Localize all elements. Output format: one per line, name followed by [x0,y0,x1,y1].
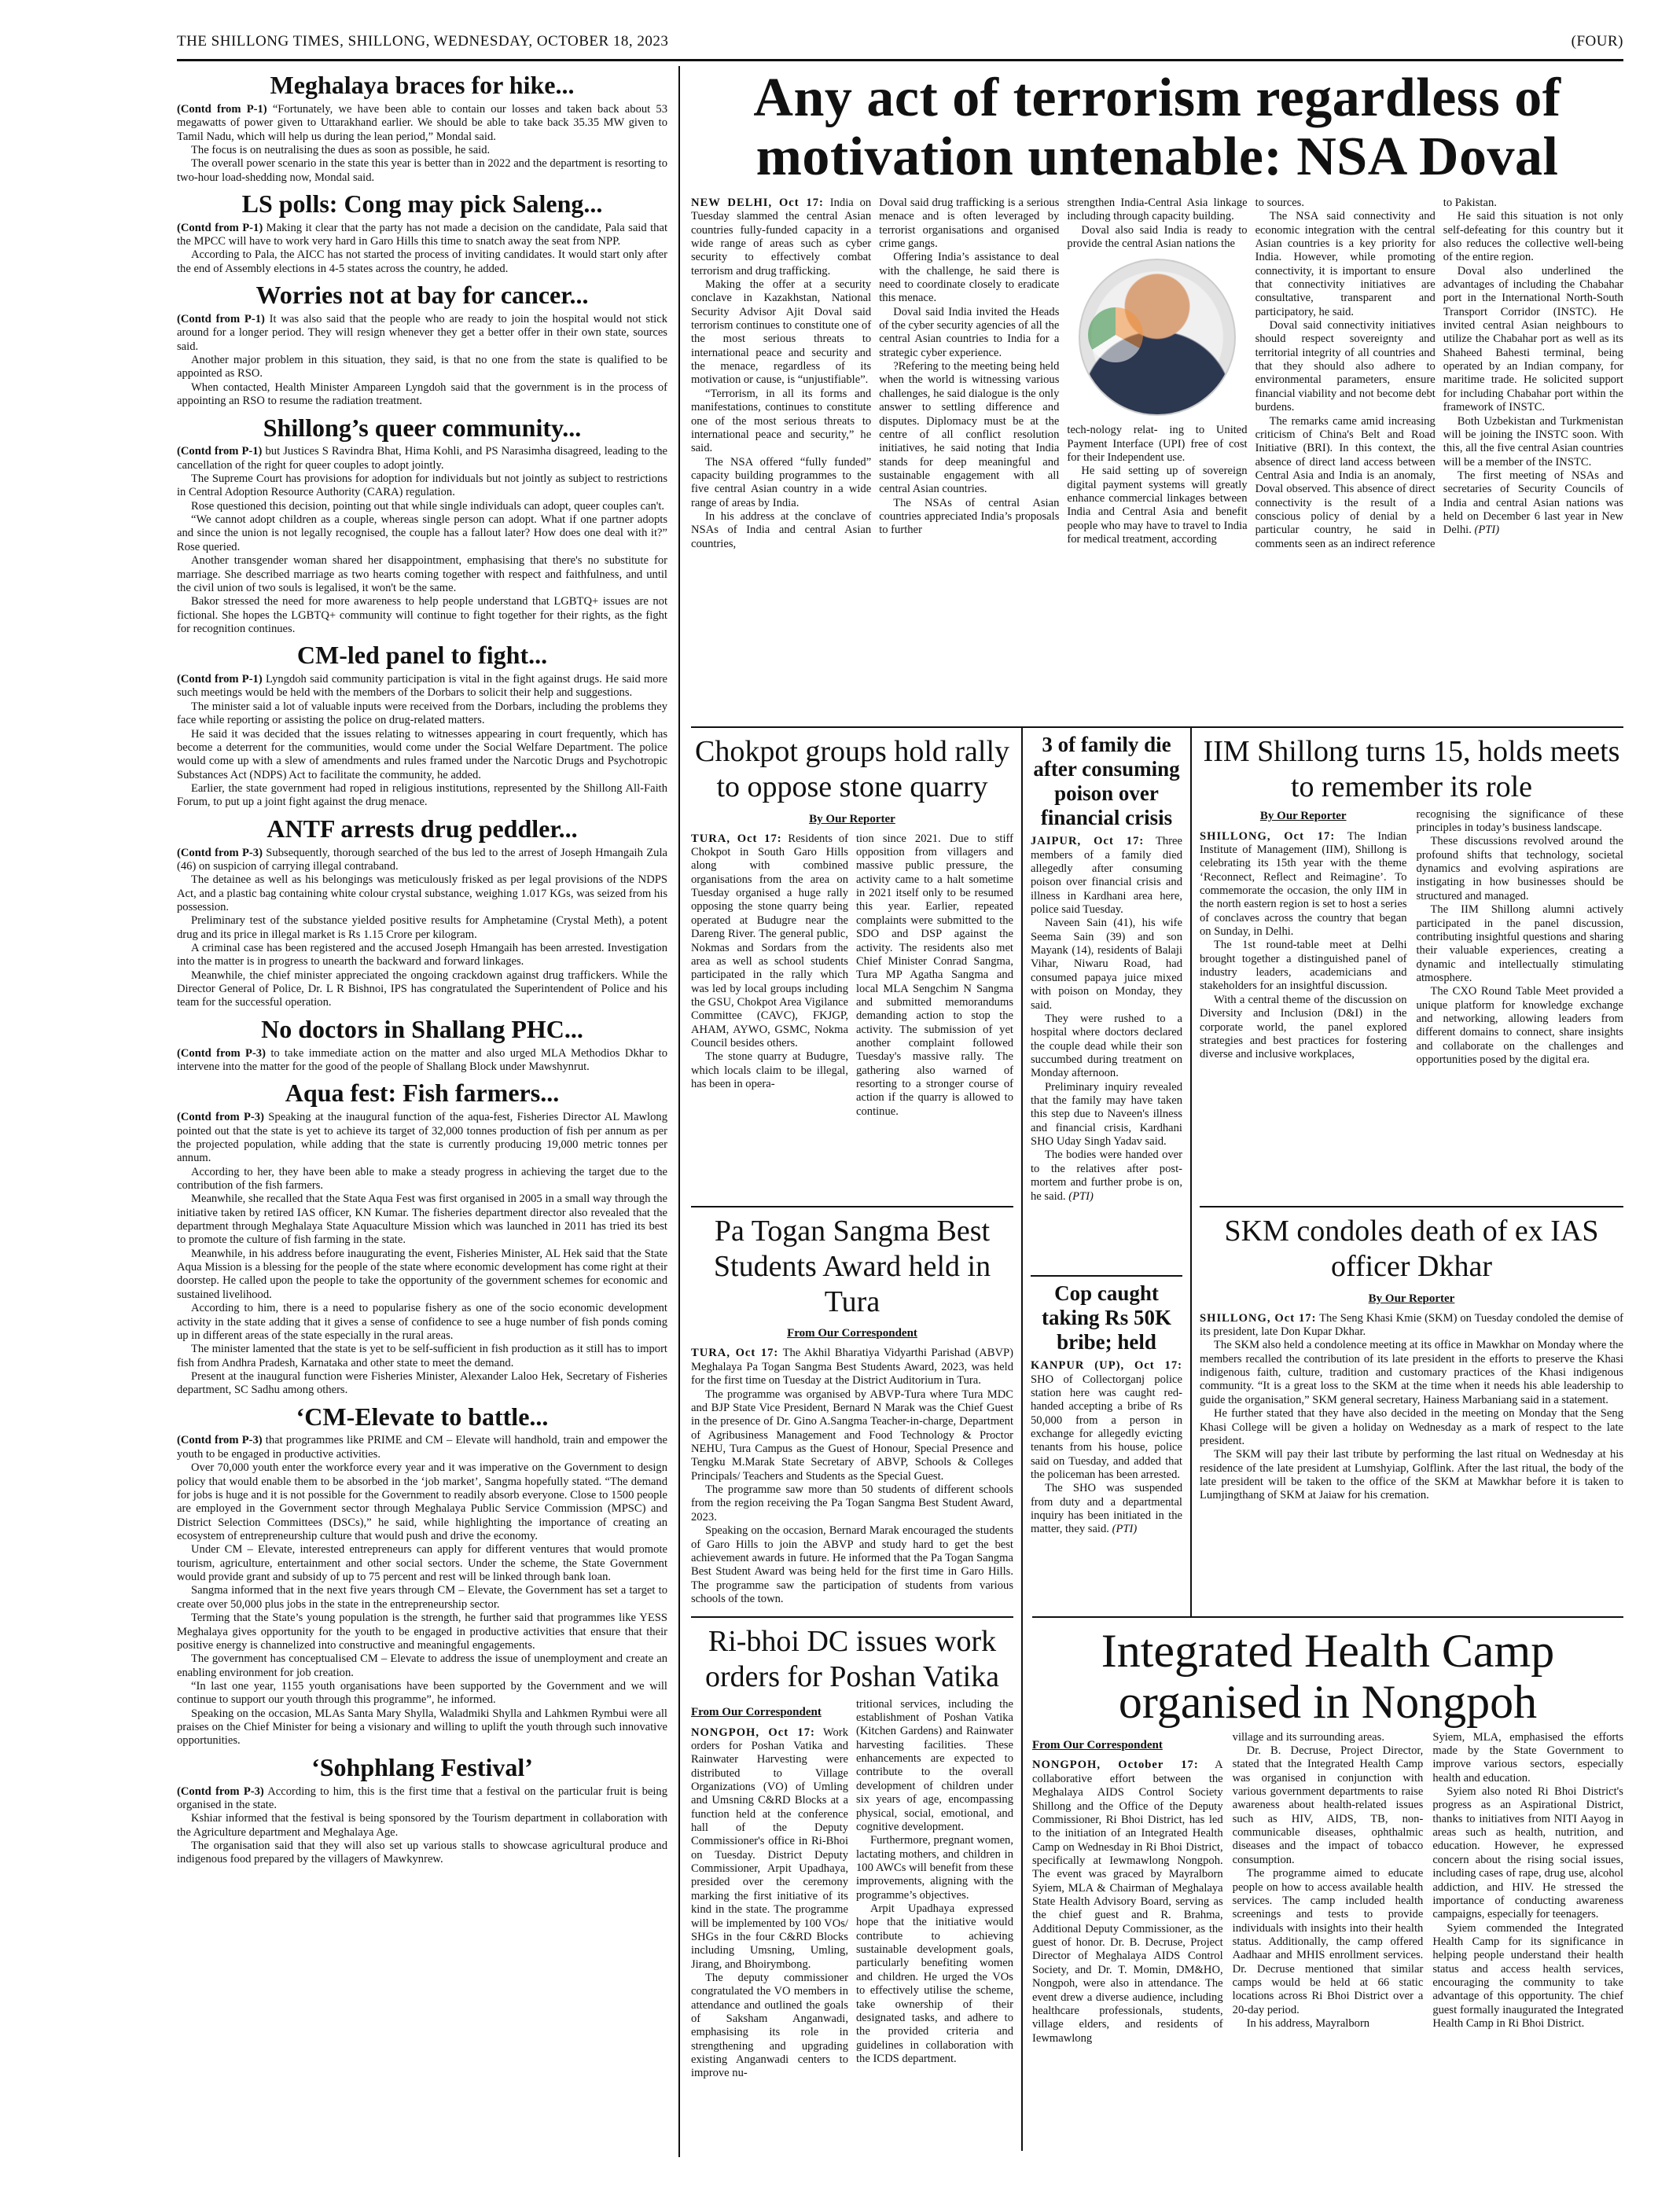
left-story-body: (Contd from P-3) to take immediate action on the matter and also urged MLA Methodios Dkhar to intervene into the matter for the good of the people of Shallang Block under Mawshynrut. [177,1046,668,1073]
lead-col-3: strengthen India-Central Asia linkage including through capacity building. Doval also said India is ready to provide the central Asian nations the tech-nology relat- ing to United Payment Interface (UPI) free of cost for their Independent use. He said setting up of sovereign digital payment systems will greatly enhance commercial linkages between India and Central Asia and benefit people who may have to travel to India for medical treatment, according [1067,196,1248,546]
nsa-doval-portrait [1079,259,1236,416]
lead-credit: (PTI) [1474,524,1500,537]
left-story-body: (Contd from P-1) Making it clear that the party has not made a decision on the candidate, Pala said that the MPCC will have to work very hard in Garo Hills this time to snatch away the seat from NPP. According to Pala, the AICC has not started the process of inviting candidates. It would start only after the end of Assembly elections in 4-5 states across the country, he added. [177,221,668,275]
left-story-body: (Contd from P-1) Lyngdoh said community participation is vital in the fight against drugs. He said more such meetings would be held with the members of the Dorbars to solicit their help and suggestions. The minister said a lot of valuable inputs were received from the Dorbars, including the problems they face while reporting or assisting the police on drug-related matters. He said it was decided that the issues relating to witnesses appearing in court frequently, which has become a deterrent for the communities, would come under the Social Welfare Department. The police would come up with a slew of amendments and rules framed under the Narcotic Drugs and Psychotropic Substances Act (NDPS) Act to facilitate the community, he added. Earlier, the state government had roped in religious institutions, represented by the Shillong All-Faith Forum, to put up a joint fight against the drug menace. [177,673,667,809]
ribhoi-story: Ri-bhoi DC issues work orders for Poshan Vatika From Our Correspondent NONGPOH, Oct 17: Work orders for Poshan Vatika and Rainwater Harvesting were distributed to Village Organizations (VO) of Umling and Umsning C&RD Blocks at a function held at the conference hall of the Deputy Commissioner's office in Ri-Bhoi on Tuesday. District Deputy Commissioner, Arpit Upadhaya, presided over the ceremony marking the first initiative of its kind in the state. The programme will be implemented by 100 VOs/ SHGs in the four C&RD Blocks including Umsning, Umling, Jirang, and Bhoirymbong. The deputy commissioner congratulated the VO members in attendance and outlined the goals of Saksham Anganwadi, emphasising its role in strengthening and upgrading existing Anganwadi centers to improve nu- tritional services, including the establishment of Poshan Vatika (Kitchen Gardens) and Rainwater harvesting facilities. These enhancements are expected to contribute to the overall development of children under six years of age, encompassing physical, social, emotional, and cognitive development. Furthermore, pregnant women, lactating mothers, and children in 100 AWCs will benefit from these improvements, aligning with the programme’s objectives. Arpit Upadhaya expressed hope that the initiative would contribute to achieving sustainable development goals, particularly benefiting women and children. He urged the VOs to effectively utilise the scheme, take ownership of their designated tasks, and adhere to the provided criteria and guidelines in collaboration with the ICDS department. [691,1616,1021,2151]
ribhoi-headline: Ri-bhoi DC issues work orders for Poshan Vatika [705,1625,999,1693]
chokpot-byline: By Our Reporter [809,812,895,825]
left-story-body: (Contd from P-3) Speaking at the inaugural function of the aqua-fest, Fisheries Director AL Mawlong pointed out that the state is yet to achieve its target of 32,000 tonnes production of fish per annum as per the projected population, while adding that the state is currently producing 19,000 metric tonnes per annum. According to her, they have been able to make a steady progress in achieving the target due to the contribution of the fish farmers. Meanwhile, she recalled that the State Aqua Fest was first organised in 2005 in a small way through the initiative taken by retired IAS officer, KN Kumar. The fisheries department director also revealed that the department through Meghalaya State Aquaculture Mission which was launched in 2011 has tried its best to promote the culture of fish farming in the state. Meanwhile, in his address before inaugurating the event, Fisheries Minister, AL Hek said that the State Aqua Mission is a blessing for the people of the state where economic development has come right at their doorstep. He called upon the people to take the opportunity of the government schemes for economic and sustained livelihood. According to him, there is a need to popularise fishery as one of the socio economic development activity in the state adding that it gives a sense of confidence to see a huge number of fish ponds coming up in different areas of the state especially in the rural areas. The minister lamented that the state is yet to be self-sufficient in fish production as it still has to import fish from Andhra Pradesh, Karnataka and other state to meet the demand. Present at the inaugural function were Fisheries Minister, Alexander Laloo Hek, Secretary of Fisheries department, SC Sadhu among others. [177,1111,667,1397]
family-headline: 3 of family die after consuming poison over financial crisis [1033,733,1180,830]
health-byline: From Our Correspondent [1032,1738,1163,1751]
left-story-headline: ‘Sohphlang Festival’ [311,1752,533,1781]
left-story-headline: CM-led panel to fight... [296,641,548,670]
middle-narrow-stack [1021,728,1190,1616]
left-story-headline: Meghalaya braces for hike... [270,71,575,99]
lead-col-1: NEW DELHI, Oct 17: India on Tuesday slammed the central Asian countries fully-funded capacity in a wide range of areas such as cyber security to effectively combat terrorism and drug trafficking. Making the offer at a security conclave in Kazakhstan, National Security Advisor Ajit Doval said terrorism continues to constitute one of the most serious threats to international peace and security and the menace, regardless of its motivation or cause, is “unjustifiable”. “Terrorism, in all its forms and manifestations, continues to constitute one of the most serious threats to international peace and security,” he said. The NSA offered “fully funded” capacity building programmes to the five central Asian country in a wide range of areas by India. In his address at the conclave of NSAs of India and central Asian countries, [691,196,872,550]
cop-headline: Cop caught taking Rs 50K bribe; held [1041,1281,1172,1354]
iim-byline: By Our Reporter [1259,809,1347,822]
left-story-body: (Contd from P-1) It was also said that the people who are ready to join the hospital would not stick around for a longer period. They will resign whenever they get a better offer in their own state, sources said. Another major problem in this situation, they said, is that no one from the state is qualified to be appointed as RSO. When contacted, Health Minister Ampareen Lyngdoh said that the government is in the process of appointing an RSO to resume the radiation treatment. [177,312,667,408]
lead-headline: Any act of terrorism regardless of motivation untenable: NSA Doval [753,68,1561,187]
middle-left-stack [691,728,1021,1616]
continued-stories-column [177,66,680,2157]
left-story-headline: No doctors in Shallang PHC... [261,1014,583,1043]
ribhoi-byline: From Our Correspondent [691,1705,822,1718]
lead-story [691,69,1623,726]
main-stories-area [680,66,1623,2157]
running-header [177,33,1623,61]
lead-col-4: to sources. The NSA said connectivity and economic integration with the central Asian countries is a key priority for India. However, while promoting connectivity, it is important to ensure that connectivity initiatives are consultative, transparent and participatory, he said. Doval said connectivity initiatives should respect sovereignty and territorial integrity of all countries and that they should also adhere to environmental parameters, ensure financial viability and not become debt burdens. The remarks came amid increasing criticism of China's Belt and Road Initiative (BRI). In this context, the absence of direct land access between Central Asia and India is an anomaly, Doval observed. This absence of direct connectivity is the result of a conscious policy of denial by a particular country, he said in comments seen as an indirect reference [1255,196,1436,550]
left-story-headline: Worries not at bay for cancer... [255,281,589,310]
left-story-body: (Contd from P-3) that programmes like PRIME and CM – Elevate will handhold, train and empower the youth to be engaged in productive activities. Over 70,000 youth enter the workforce every year and it was imperative on the Government to design policy that would enable them to be absorbed in the ‘job market’, Sangma hopefully stated. “The demand for jobs is huge and it is not possible for the Government to readily absorb everyone. Close to 1500 people are employed in the Government sector through Meghalaya Public Service Commission (MPSC) and District Selection Committees (DSCs),” he said, while highlighting the importance of creating an ecosystem of entrepreneurship culture that would push and drive the economy. Under CM – Elevate, interested entrepreneurs can apply for different ventures that would promote tourism, agriculture, entertainment and other social sectors. Under the scheme, the State Government would provide grant and subsidy of up to 75 percent and rest will be linked through bank loan. Sangma informed that in the next five years through CM – Elevate, the Government has set a target to create over 50,000 plus jobs in the state in the entrepreneurship sector. Terming that the State’s young population is the strength, he further said that programmes like YESS Meghalaya gives opportunity for the youth to be engaged in productive activities that ensure that their positive energy is channelized into constructive and meaningful engagements. The government has conceptualised CM – Elevate to address the issue of unemployment and create an enabling environment for job creation. “In last one year, 1155 youth organisations have been supported by the Government and we will continue to support our youth through this programme”, he informed. Speaking on the occasion, MLAs Santa Mary Shylla, Waladmiki Shylla and Lahkmen Rymbui were all praises on the Chief Minister for being a visionary and willing to uplift the youth through such innovative opportunities. [177,1434,667,1748]
togan-byline: From Our Correspondent [787,1327,917,1340]
skm-story: SKM condoles death of ex IAS officer Dkhar By Our Reporter SHILLONG, Oct 17: The Seng Khasi Kmie (SKM) on Tuesday condoled the demise of its president, late Don Kupar Dkhar. The SKM also held a condolence meeting at its office in Mawkhar on Monday where the members recalled the contribution of its late president in the efforts to preserve the Khasi indigenous faith, culture, tradition and customary practices of the Khasi indigenous community. “It is a great loss to the SKM at the time when it needs his able leadership to guide the organisation,” SKM general secretary, Hainess Marbaniang said in a statement. He further stated that they have also decided in the meeting on Monday that the Seng Khasi College will be given a holiday on Wednesday as a mark of respect to the late president. The SKM will pay their last tribute by performing the last ritual on Wednesday at his residence of the late president at Lumshyiap, Golflink. After the last ritual, the body of the late president will be taken to the office of the SKM at Mawkhar before it is taken to Lumjingthang of SKM at Jaiaw for his cremation. [1200,1215,1623,1502]
iim-story: IIM Shillong turns 15, holds meets to remember its role By Our Reporter SHILLONG, Oct 17: The Indian Institute of Management (IIM), Shillong is celebrating its 15th year with the theme ‘Reconnect, Reflect and Reimagine’. To commemorate the occasion, the only IIM in the north eastern region is set to host a series of conclaves across the country that began on Sunday, in Delhi. The 1st round-table meet at Delhi brought together a distinguished panel of industry leaders, academicians and stakeholders for an insightful discussion. With a central theme of the discussion on Diversity and Inclusion (D&I) in the corporate world, the panel explored strategies and best practices for fostering diverse and inclusive workplaces, recognising the significance of these principles in today’s business landscape. These discussions revolved around the profound shifts that technology, societal dynamics and evolving aspirations are instigating in how businesses should be structured and managed. The IIM Shillong alumni actively participated in the panel discussion, contributing insightful questions and sharing their valuable experiences, creating a dynamic and intellectually stimulating atmosphere. The CXO Round Table Meet provided a unique platform for knowledge exchange and networking, allowing leaders from different domains to connect, share insights and collaborate on the challenges and opportunities posed by the digital era. [1200,735,1623,1067]
left-story-body: (Contd from P-1) but Justices S Ravindra Bhat, Hima Kohli, and PS Narasimha disagreed, leading to the cancellation of the right for queer couples to adopt jointly. The Supreme Court has provisions for adoption for individuals but not jointly as subject to restrictions in Central Adoption Resource Authority (CARA) regulation. Rose questioned this decision, pointing out that while single individuals can adopt, queer couples can't. “We cannot adopt children as a couple, whereas single person can adopt. What if one partner adopts and since the union is not legally recognised, the couple has a fallout later? How does one deal with it?” Rose queried. Another transgender woman shared her disappointment, emphasising that there's no substitute for marriage. She described marriage as two hearts coming together with respect and faithfulness, and until the civil union of two souls is legalised, it won't be the same. Bakor stressed the need for more awareness to help people understand that LGBTQ+ issues are not fictional. She hopes the LGBTQ+ community will continue to fight together for their rights, as the fight for recognition continues. [177,445,667,635]
left-story-headline: ANTF arrests drug peddler... [267,814,578,843]
skm-headline: SKM condoles death of ex IAS officer Dkhar [1224,1215,1599,1283]
left-story-body: (Contd from P-3) Subsequently, thorough searched of the bus led to the arrest of Joseph Hmangaih Zula (46) on suspicion of carrying illegal contraband. The detainee as well as his belongings was meticulously frisked as per legal provisions of the NDPS Act, and a plastic bag containing white colour crystal substance, weighing 1.017 KGs, was seized from his possession. Preliminary test of the substance yielded positive results for Amphetamine (Crystal Meth), a potent drug and its price in illegal market is Rs 1.15 Crore per kilogram. A criminal case has been registered and the accused Joseph Hmangaih has been arrested. Investigation into the matter is in progress to unearth the backward and forward linkages. Meanwhile, the chief minister appreciated the ongoing crackdown against drug traffickers. While the Director General of Police, Dr. L R Bishnoi, IPS has congratulated the Superintendent of Police and his team for the successful operation. [177,846,667,1009]
togan-headline: Pa Togan Sangma Best Students Award held in Tura [713,1215,991,1318]
chokpot-headline: Chokpot groups hold rally to oppose stone quarry [694,735,1010,803]
left-story-headline: Shillong’s queer community... [263,413,582,442]
header-page-number: (FOUR) [1571,33,1623,50]
family-story: 3 of family die after consuming poison over financial crisis JAIPUR, Oct 17: Three members of a family died allegedly after consuming poison over financial crisis and illness in Kardhani area here, police said Tuesday. Naveen Sain (41), his wife Seema Sain (39) and son Mayank (14), residents of Balaji Vihar, Niwaru Road, had consumed papaya juice mixed with poison on Monday, they said. They were rushed to a hospital where doctors declared the couple dead while their son succumbed during treatment on Monday afternoon. Preliminary inquiry revealed that the family may have taken this step due to Naveen's illness and financial crisis, Kardhani SHO Uday Singh Yadav said. The bodies were handed over to the relatives after post-mortem and further probe is on, he said. (PTI) [1031,733,1182,1203]
left-story-body: (Contd from P-1) “Fortunately, we have been able to contain our losses and taken back about 53 megawatts of power given to Uttarakhand earlier. We should be able to take back 35.35 MW given to Tamil Nadu, which will help us during the lean period,” Mondal said. The focus is on neutralising the dues as soon as possible, he said. The overall power scenario in the state this year is better than in 2022 and the department is resorting to two-hour load-shedding now, Mondal said. [177,102,667,184]
lead-col-2: Doval said drug trafficking is a serious menace and is often leveraged by terrorist organisations and organised crime gangs. Offering India’s assistance to deal with the challenge, he said there is need to coordinate closely to eradicate this menace. Doval said India invited the Heads of the cyber security agencies of all the central Asian countries to India for a strategic cyber experience. ?Refering to the meeting being held when the world is witnessing various challenges, he said dialogue is the only answer to settling difference and disputes. Diplomacy must be at the centre of all conflict resolution initiatives, he said noting that India stands for deep meaningful and sustainable engagement with all central Asian countries. The NSAs of central Asian countries appreciated India’s proposals to further [879,196,1060,537]
lead-col-5: to Pakistan. He said this situation is not only self-defeating for this country but it also reduces the collective well-being of the entire region. Doval also underlined the advantages of including the Chabahar port in the International North-South Transport Corridor (INSTC). He invited central Asian neighbours to utilize the Chabahar port as well as its Shaheed Bahesti terminal, being operated by an Indian company, for maritime trade. He solicited support for including Chabahar port within the framework of INSTC. Both Uzbekistan and Turkmenistan will be joining the INSTC soon. With this, all the five central Asian countries will be a member of the INSTC. The first meeting of NSAs and secretaries of Security Councils of India and central Asian nations was held on December 6 last year in New Delhi. (PTI) [1443,196,1623,537]
left-story-headline: ‘CM-Elevate to battle... [296,1402,549,1431]
left-story-headline: LS polls: Cong may pick Saleng... [241,189,603,218]
cop-story: Cop caught taking Rs 50K bribe; held KANPUR (UP), Oct 17: SHO of Collectorganj police station here was caught red-handed accepting a bribe of Rs 50,000 from a person in exchange for allegedly evicting tenants from his house, police said on Tuesday, and added that the policeman has been arrested. The SHO was suspended from duty and a departmental inquiry has been initiated in the matter, they said. (PTI) [1031,1281,1182,1536]
health-headline: Integrated Health Camp organised in Nongpoh [1101,1625,1555,1728]
health-story: Integrated Health Camp organised in Nongpoh From Our Correspondent NONGPOH, October 17: A collaborative effort between the Meghalaya AIDS Control Society Shillong and the Office of the Deputy Commissioner, Ri Bhoi District, has led to the initiation of an Integrated Health Camp on Wednesday in Ri Bhoi District, specifically at Iewmawlong Nongpoh. The event was graced by Mayralborn Syiem, MLA & Chairman of Meghalaya State Health Advisory Board, serving as the chief guest and R. Brahma, Additional Deputy Commissioner, as the guest of honor. Dr. B. Decruse, Project Director of Meghalaya AIDS Control Society, and Dr. T. Momin, DM&HO, Nongpoh, were also in attendance. The event drew a diverse audience, including healthcare professionals, students, village elders, and residents of Iewmawlong village and its surrounding areas. Dr. B. Decruse, Project Director, stated that the Integrated Health Camp was organised in conjunction with various government departments to raise awareness about health-related issues such as HIV, AIDS, TB, non-communicable diseases, ophthalmic diseases and the impact of tobacco consumption. The programme aimed to educate people on how to access available health services. The camp included health screenings and tests to provide individuals with insights into their health status. Additionally, the camp offered Aadhaar and MHIS enrollment services. Dr. Decruse mentioned that similar camps would be held at 66 static locations across Ri Bhoi District over a 20-day period. In his address, Mayralborn Syiem, MLA, emphasised the efforts made by the State Government to improve various sectors, especially health and education. Syiem also noted Ri Bhoi District's progress as an Aspirational District, thanks to initiatives from NITI Aayog in areas such as health, nutrition, and education. However, he expressed concern about the rising social issues, including cases of rape, drug use, alcohol addiction, and HIV. He stressed the importance of conducting awareness campaigns, especially for teenagers. Syiem commended the Integrated Health Camp for its significance in helping people understand their health status and access health services, encouraging the community to take advantage of this opportunity. The chief guest formally inaugurated the Integrated Health Camp in Ri Bhoi District. [1021,1616,1623,2151]
left-story-headline: Aqua fest: Fish farmers... [285,1079,560,1108]
lead-dateline: NEW DELHI, Oct 17: [691,196,824,209]
skm-byline: By Our Reporter [1368,1292,1455,1305]
left-story-body: (Contd from P-3) According to him, this is the first time that a festival on the particular fruit is being organised in the state. Kshiar informed that the festival is being sponsored by the Tourism department in collaboration with the Agriculture department and Meghalaya Age. The organisation said that they will also set up various stalls to showcase agricultural produce and indigenous food prepared by the villagers of Mawkynrew. [177,1785,667,1866]
middle-right-stack [1190,728,1623,1616]
togan-story: Pa Togan Sangma Best Students Award held in Tura From Our Correspondent TURA, Oct 17: The Akhil Bharatiya Vidyarthi Parishad (ABVP) Meghalaya Pa Togan Sangma Best Students Award, 2023, was held for the first time on Tuesday at the District Auditorium in Tura. The programme was organised by ABVP-Tura where Tura MDC and BJP State Vice President, Bernard N Marak was the Chief Guest in the presence of Dr. Gino A.Sangma Teacher-in-charge, Department of Agribusiness Management and Food Technology & Proctor NEHU, Tura Campus as the Guest of Honour, Special Presence and Tengku M.Marak State Secretary of ABVP, Schools & Colleges Principals/ Teachers and Students as the Special Guest. The programme saw more than 50 students of different schools from the region receiving the Pa Togan Sangma Best Student Award, 2023. Speaking on the occasion, Bernard Marak encouraged the students of Garo Hills to join the ABVP and study hard to get the best achievement awards in future. He informed that the Pa Togan Sangma Best Student Award was being held for the first time in Garo Hills. The programme saw the participation of students from various schools of the town. [691,1215,1013,1605]
header-masthead: THE SHILLONG TIMES, SHILLONG, WEDNESDAY, OCTOBER 18, 2023 [177,33,669,50]
chokpot-story: Chokpot groups hold rally to oppose stone quarry By Our Reporter TURA, Oct 17: Residents of Chokpot in South Garo Hills along with combined organisations from the area on Tuesday organised a huge rally opposing the stone quarry being operated at Budugre near the Dareng River. The general public, Nokmas and Sordars from the area as well as school students participated in the rally which was led by local groups including the GSU, Chokpot Area Vigilance Committee (CAVC), FKJGP, AHAM, AYWO, GSMC, Nokma Council besides others. The stone quarry at Budugre, which locals claim to be illegal, has been in opera- tion since 2021. Due to stiff opposition from villagers and massive public pressure, the activity came to a halt sometime in 2021 itself only to be resumed this year. Earlier, repeated complaints were submitted to the SDO and DSP against the activity. The residents also met Chief Minister Conrad Sangma, Tura MP Agatha Sangma and local MLA Sengchim N Sangma and submitted memorandums demanding action to stop the activity. The submission of yet another complaint followed Tuesday's massive rally. The gathering also warned of resorting to a stronger course of action if the quarry is allowed to continue. [691,735,1013,1118]
iim-headline: IIM Shillong turns 15, holds meets to remember its role [1203,735,1620,803]
